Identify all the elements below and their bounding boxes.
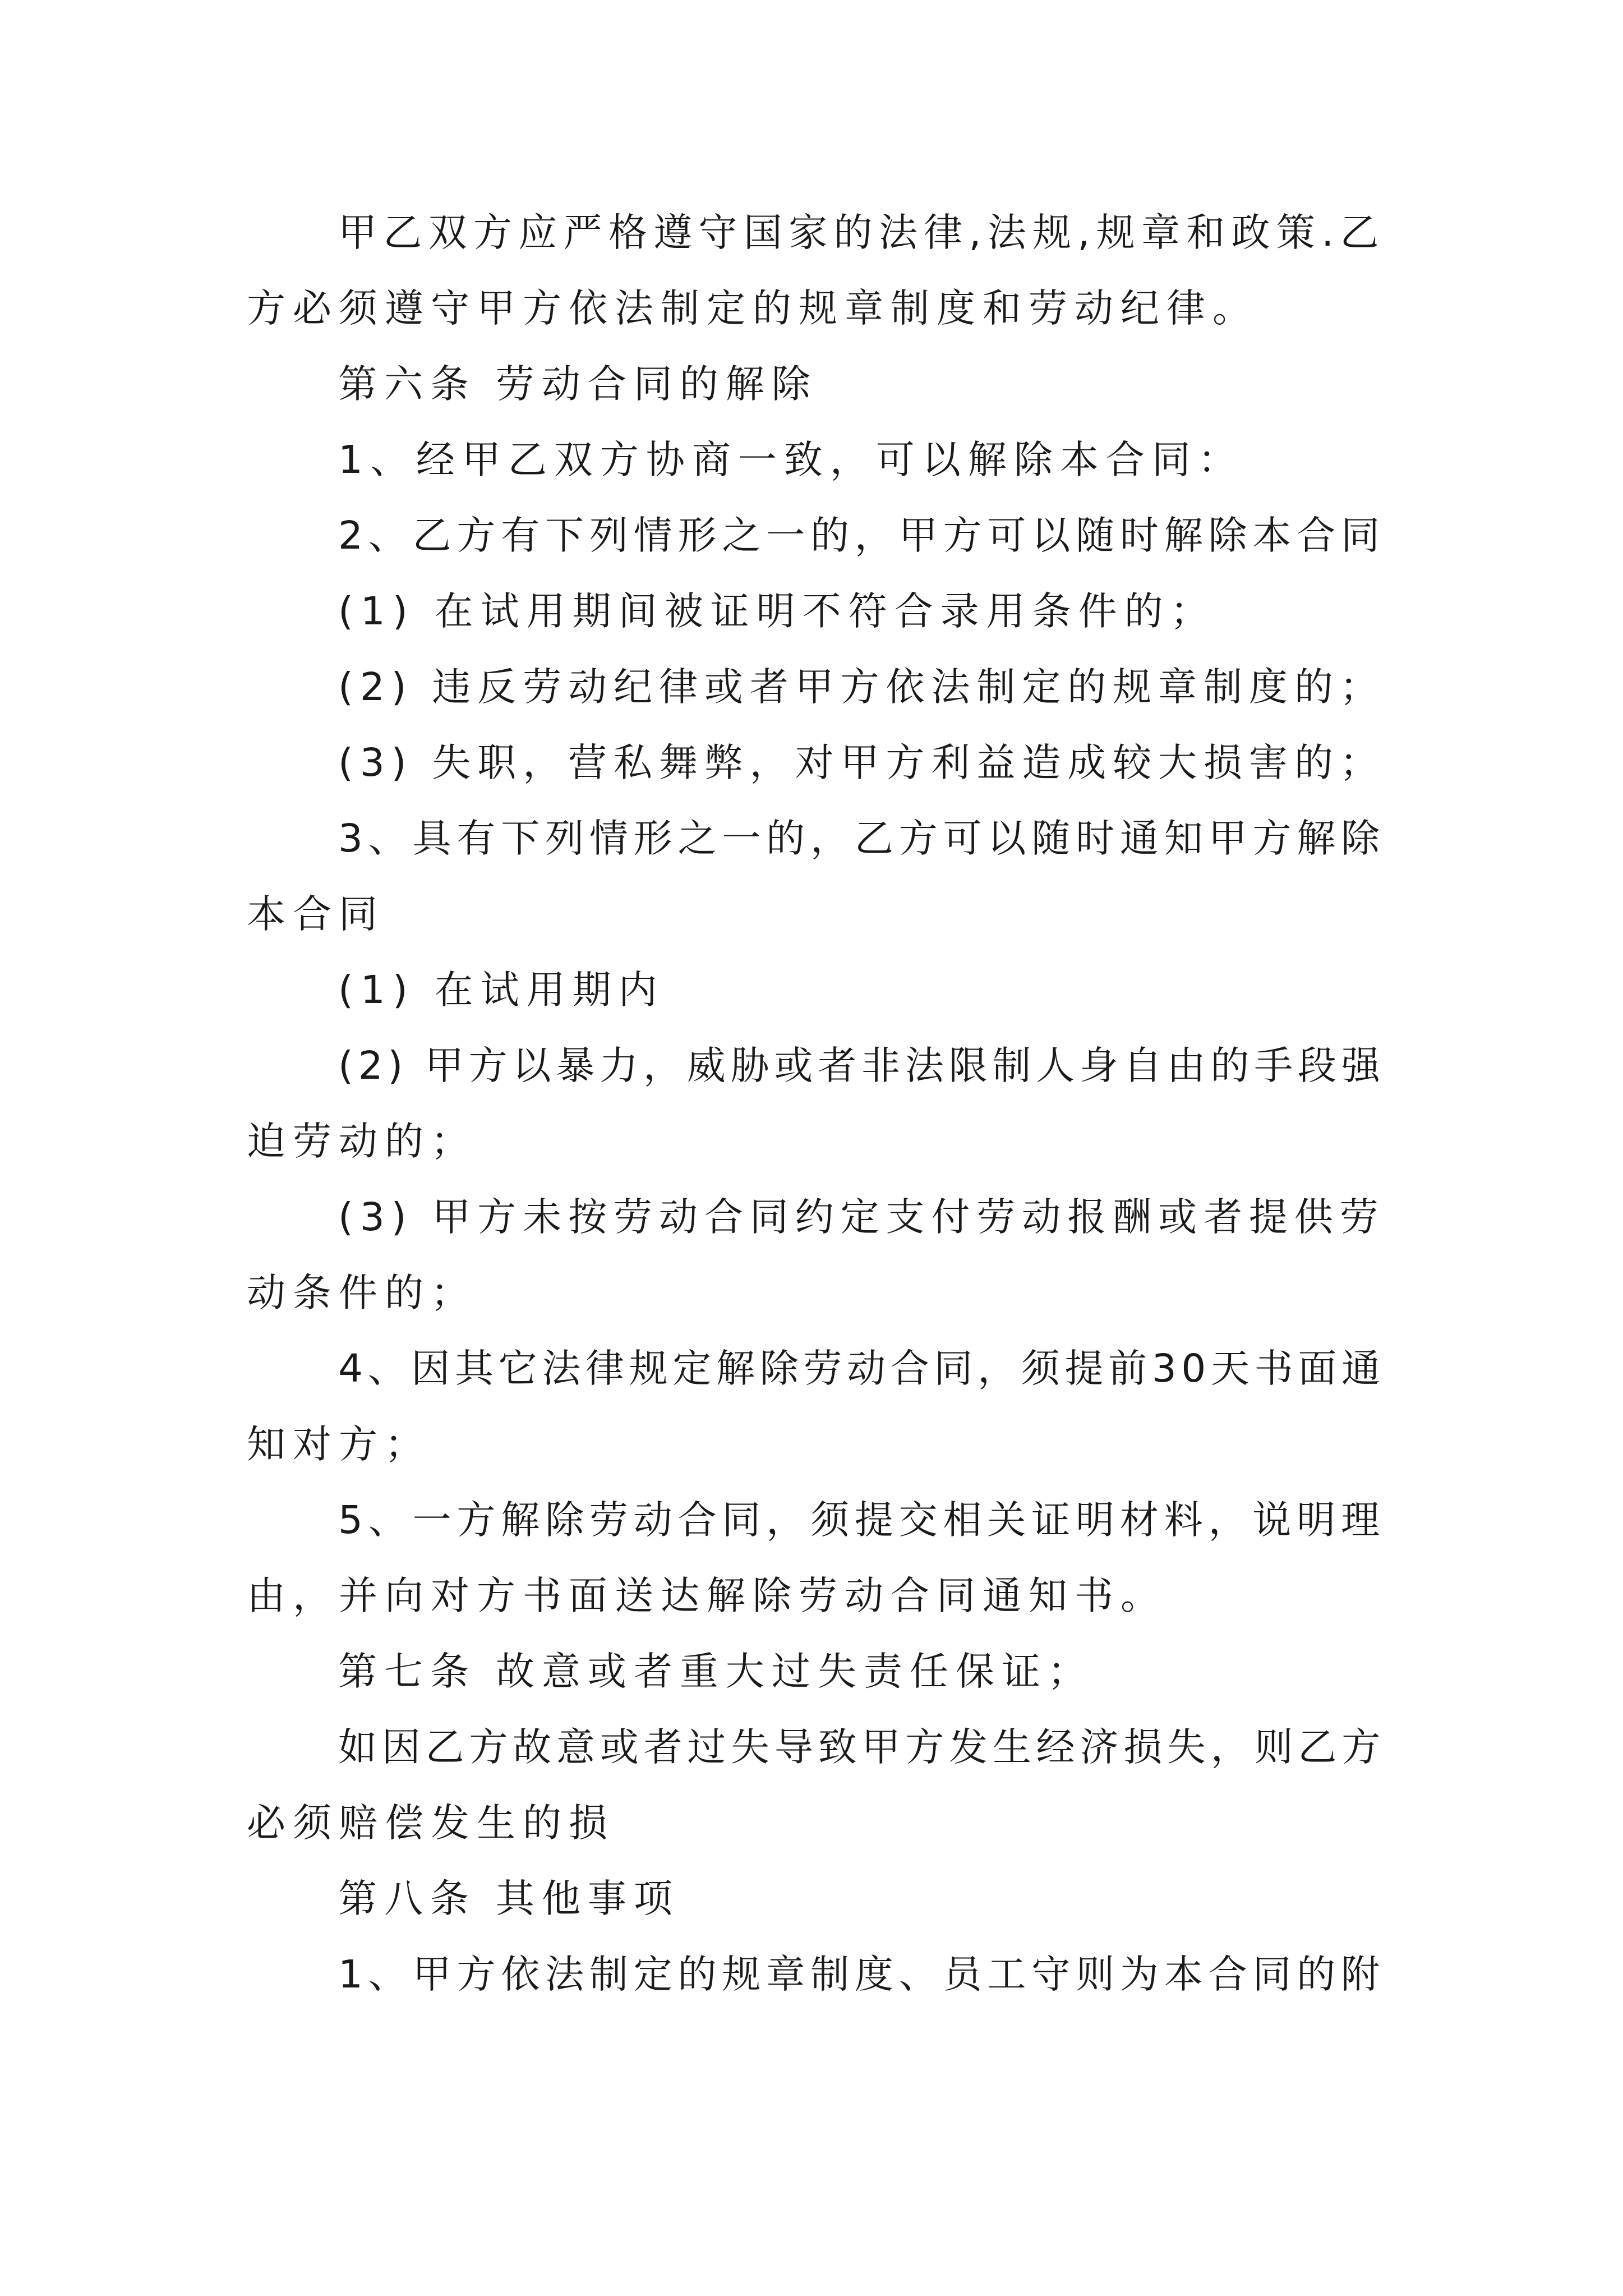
list-item: (3) 甲方未按劳动合同约定支付劳动报酬或者提供劳 <box>338 1195 1385 1240</box>
paragraph-line: 知对方； <box>247 1422 431 1467</box>
paragraph-line: 迫劳动的； <box>247 1119 477 1164</box>
paragraph-line: 2、乙方有下列情形之一的，甲方可以随时解除本合同 <box>338 513 1385 558</box>
paragraph-line: 甲乙双方应严格遵守国家的法律,法规,规章和政策.乙 <box>338 210 1385 255</box>
paragraph-line: 1、甲方依法制定的规章制度、员工守则为本合同的附 <box>338 1952 1385 1997</box>
paragraph-line: 如因乙方故意或者过失导致甲方发生经济损失，则乙方 <box>338 1725 1385 1770</box>
paragraph-line: 动条件的； <box>247 1271 477 1315</box>
paragraph-line: 4、因其它法律规定解除劳动合同，须提前30天书面通 <box>338 1346 1385 1391</box>
article-heading: 第八条 其他事项 <box>338 1876 680 1921</box>
list-item: (2) 甲方以暴力，威胁或者非法限制人身自由的手段强 <box>338 1043 1385 1088</box>
paragraph-line: 方必须遵守甲方依法制定的规章制度和劳动纪律。 <box>247 286 1258 331</box>
list-item: (2) 违反劳动纪律或者甲方依法制定的规章制度的； <box>338 665 1385 710</box>
article-heading: 第六条 劳动合同的解除 <box>338 362 818 407</box>
paragraph-line: 1、经甲乙双方协商一致，可以解除本合同： <box>338 438 1244 482</box>
paragraph-line: 必须赔偿发生的损 <box>247 1801 615 1846</box>
list-item: (1) 在试用期间被证明不符合录用条件的； <box>338 589 1216 634</box>
paragraph-line: 本合同 <box>247 892 385 937</box>
paragraph-line: 3、具有下列情形之一的，乙方可以随时通知甲方解除 <box>338 816 1385 861</box>
paragraph-line: 由，并向对方书面送达解除劳动合同通知书。 <box>247 1573 1166 1618</box>
list-item: (3) 失职，营私舞弊，对甲方利益造成较大损害的； <box>338 740 1385 785</box>
list-item: (1) 在试用期内 <box>338 968 665 1013</box>
article-heading: 第七条 故意或者重大过失责任保证； <box>338 1649 1094 1694</box>
paragraph-line: 5、一方解除劳动合同，须提交相关证明材料，说明理 <box>338 1498 1385 1543</box>
